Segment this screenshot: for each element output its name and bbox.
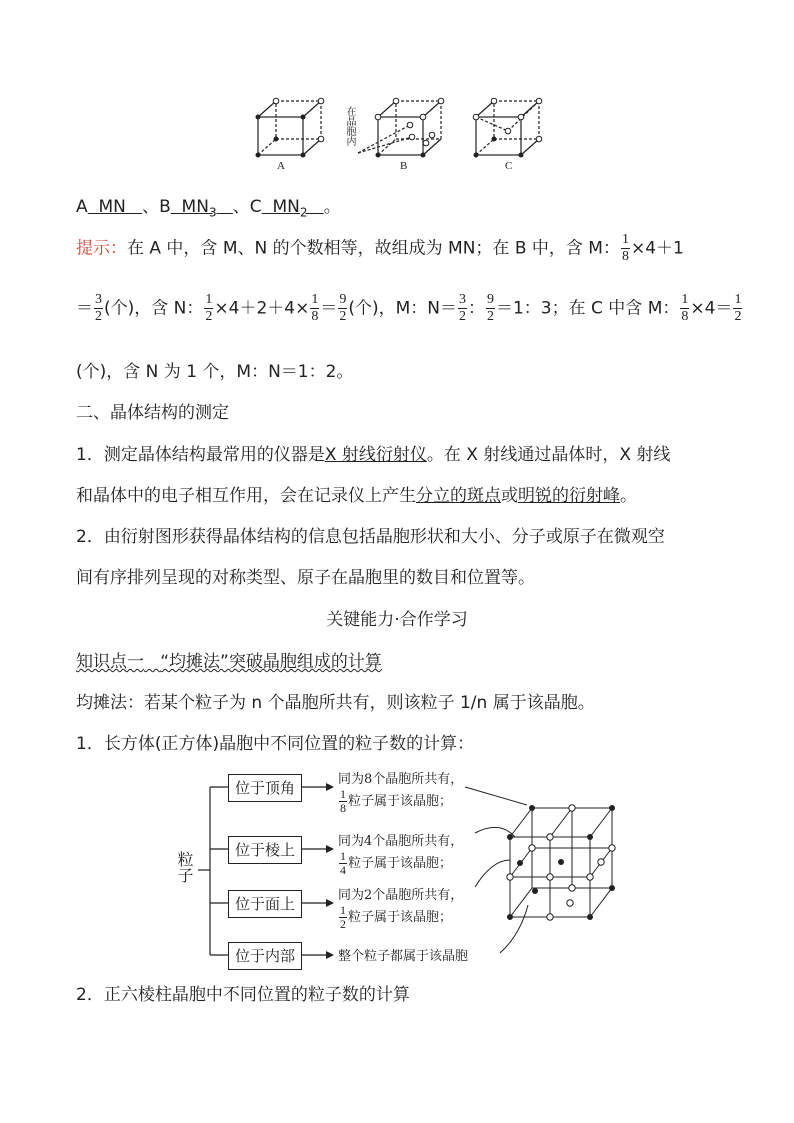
desc-interior: 整个粒子都属于该晶胞: [338, 949, 469, 964]
fraction-desc-1-4: $\frac{1}{4}$: [340, 849, 346, 877]
desc-edge-text: 粒子属于该晶胞；: [348, 856, 453, 871]
fraction-1-8: $\frac{1}{8}$: [621, 232, 629, 264]
fraction-3-2: $\frac{3}{2}$: [95, 292, 102, 324]
box-face: 位于面上: [228, 890, 302, 918]
desc-face-l2: [338, 904, 452, 931]
s2-p1-b: 。在 X 射线通过晶体时，X 射线: [426, 445, 671, 465]
desc-edge-l2: [338, 850, 452, 877]
s2-p1-a: 1．测定晶体结构最常用的仪器是: [76, 445, 325, 465]
center-title: 关键能力·合作学习: [326, 610, 468, 630]
fraction-1-2-b: $\frac{1}{2}$: [734, 292, 742, 324]
hint-label: 提示：: [76, 238, 127, 259]
fraction-desc-1-8: $\frac{1}{8}$: [340, 787, 346, 815]
fraction-1-8-c: $\frac{1}{8}$: [681, 292, 689, 324]
answer-b-value: MN: [181, 197, 209, 217]
desc-vertex-l1: 同为8个晶胞所共有，: [338, 772, 464, 787]
inside-cell-label: 在晶胞内: [344, 106, 355, 146]
s2-p2-b: 或: [501, 486, 518, 506]
xray-instrument: X 射线衍射仪: [324, 445, 427, 465]
desc-face-text: 粒子属于该晶胞；: [348, 910, 453, 925]
discrete-spots: 分立的斑点: [416, 486, 501, 506]
answer-sep-2: 、: [232, 197, 250, 217]
fraction-1-2: $\frac{1}{2}$: [205, 292, 213, 324]
answer-a-value: MN: [98, 197, 126, 217]
answer-a: [88, 197, 142, 217]
knowledge-title-a: 知识点一: [76, 652, 144, 672]
hint-text-2h: ×4＝: [690, 298, 733, 319]
hint-text-2b: (个)，含 N：: [104, 298, 204, 319]
hint-line-1: [76, 232, 684, 265]
s2-p2-c: 。: [620, 486, 637, 506]
answer-c-subscript: 2: [299, 205, 308, 220]
hint-line-3: (个)，含 N 为 1 个，M：N＝1：2。: [76, 362, 354, 382]
tree-root-label: 粒子: [175, 851, 194, 883]
fig-label-a: A: [277, 160, 285, 172]
hint-text-2c: ×4＋2＋4×: [214, 298, 310, 319]
box-interior: 位于内部: [228, 942, 302, 970]
hint-eq-2: ＝: [320, 298, 338, 319]
answer-c-value: MN: [272, 197, 300, 217]
knowledge-item-1: 1．长方体(正方体)晶胞中不同位置的粒子数的计算：: [76, 734, 475, 754]
desc-vertex-l2: [338, 788, 452, 815]
knowledge-title: [76, 647, 382, 672]
section-2-para-3: 2．由衍射图形获得晶体结构的信息包括晶胞形状和大小、分子或原子在微观空: [76, 527, 665, 547]
answer-a-prefix: A: [76, 197, 88, 217]
answer-b: [171, 197, 233, 220]
section-2-title: 二、晶体结构的测定: [76, 403, 229, 423]
fraction-1-8-b: $\frac{1}{8}$: [311, 292, 319, 324]
hint-text-1: 在 A 中，含 M、N 的个数相等，故组成为 MN；在 B 中，含 M：: [127, 238, 620, 259]
desc-face-l1: 同为2个晶胞所共有，: [338, 888, 464, 903]
fraction-9-2-b: $\frac{9}{2}$: [486, 292, 494, 324]
answer-line: [76, 192, 341, 219]
knowledge-def: 均摊法：若某个粒子为 n 个晶胞所共有，则该粒子 1/n 属于该晶胞。: [76, 693, 595, 713]
section-2-para-4: 间有序排列呈现的对称类型、原子在晶胞里的数目和位置等。: [76, 568, 535, 588]
hint-text-1-tail: ×4＋1: [630, 238, 684, 259]
answer-b-prefix: B: [159, 197, 171, 217]
sharp-peaks: 明锐的衍射峰: [518, 486, 620, 506]
answer-end: 。: [323, 197, 341, 217]
fig-label-c: C: [505, 160, 513, 172]
hint-line-2: [76, 292, 743, 325]
knowledge-title-b: “均摊法”突破晶胞组成的计算: [160, 652, 382, 672]
answer-sep-1: 、: [142, 197, 160, 217]
hint-text-2g: ＝1：3；在 C 中含 M：: [495, 298, 680, 319]
section-2-para-2: [76, 481, 637, 506]
fraction-3-2-b: $\frac{3}{2}$: [458, 292, 466, 324]
desc-vertex-text: 粒子属于该晶胞；: [348, 794, 453, 809]
knowledge-item-2: 2．正六棱柱晶胞中不同位置的粒子数的计算: [76, 985, 410, 1005]
fraction-9-2: $\frac{9}{2}$: [339, 292, 347, 324]
box-vertex: 位于顶角: [228, 774, 302, 802]
section-2-para-1: [76, 440, 670, 465]
box-edge: 位于棱上: [228, 836, 302, 864]
answer-c: [262, 197, 324, 220]
hint-text-2e: (个)，M：N＝: [348, 298, 457, 319]
desc-edge-l1: 同为4个晶胞所共有，: [338, 834, 464, 849]
fraction-desc-1-2: $\frac{1}{2}$: [340, 903, 346, 931]
answer-b-subscript: 3: [208, 205, 217, 220]
hint-colon: ：: [467, 298, 485, 319]
hint-eq-1: ＝: [76, 298, 93, 319]
fig-label-b: B: [400, 160, 408, 172]
s2-p2-a: 和晶体中的电子相互作用，会在记录仪上产生: [76, 486, 416, 506]
answer-c-prefix: C: [249, 197, 262, 217]
